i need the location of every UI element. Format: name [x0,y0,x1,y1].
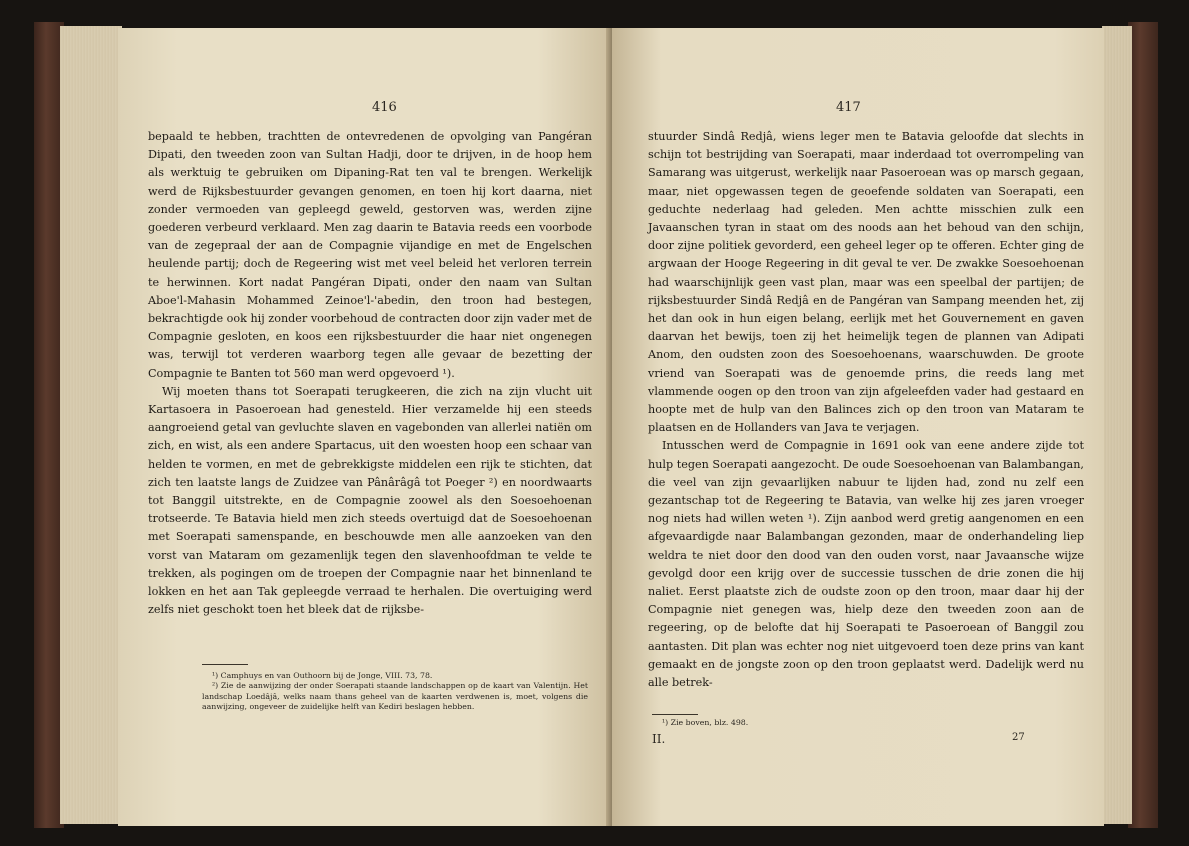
right-signature-mark: II. [652,732,666,746]
right-sheet-number: 27 [1012,732,1025,743]
left-paragraph-2: Wij moeten thans tot Soerapati terugkeeren, die zich na zijn vlucht uit Kartasoera in Pasoeroean had genesteld. Hier verzamelde hij een steeds aangroeiend getal van gevluchte slaven en vagebonden van allerlei natiën om zich, en wist, als een andere Spartacus, uit den woesten hoop een schaar van helden te vormen, en met de gebrekkigste middelen een rijk te stichten, dat zich ten laatste langs de Zuidzee van Pânârâgâ tot Poeger ²) en noordwaarts tot Banggil uitstrekte, en de Compagnie zoowel als den Soesoehoenan trotseerde. Te Batavia hield men zich steeds overtuigd dat de Soesoehoenan met Soerapati samenspande, en beschouwde men alle aanzoeken van den vorst van Mataram om gezamenlijk tegen den slavenhoofdman te velde te trekken, als pogingen om de troepen der Compagnie naar het binnenland te lokken en het aan Tak gepleegde verraad te herhalen. Die overtuiging werd zelfs niet geschokt toen het bleek dat de rijksbe- [148,384,592,617]
page-edges-right [1102,26,1132,824]
right-page-number: 417 [836,100,861,115]
left-footnote-1: ¹) Camphuys en van Outhoorn bij de Jonge, VIII. 73, 78. [212,671,433,680]
right-paragraph-1: stuurder Sindâ Redjâ, wiens leger men te Batavia geloofde dat slechts in schijn tot bestrijding van Soerapati, maar inderdaad tot overrompeling van Samarang was uitgerust, werkelijk naar Pasoeroean was op marsch gegaan, maar, niet opgewassen tegen de geoefende soldaten van Soerapati, een geduchte nederlaag had geleden. Men achtte misschien zulk een Javaanschen tyran in staat om des noods aan het behoud van den schijn, door zijne politiek gevorderd, een geheel leger op te offeren. Echter ging de argwaan der Hooge Regeering in dit geval te ver. De zwakke Soesoehoenan had waarschijnlijk geen vast plan, maar was een speelbal der partijen; de rijksbestuurder Sindâ Redjâ en de Pangéran van Sampang meenden het, zij het dan ook in hun eigen belang, eerlijk met het Gouvernement en gaven daarvan het bewijs, toen zij het heimelijk tegen de plannen van Adipati Anom, den oudsten zoon des Soesoehoenans, waarschuwden. De groote vriend van Soerapati was de genoemde prins, die reeds lang met vlammende oogen op den troon van zijn afgeleefden vader had gestaard en hoopte met de hulp van den Balinces zich op den troon van Mataram te plaatsen en de Hollanders van Java te verjagen. [648,130,1084,435]
right-footnote-rule [652,714,698,715]
left-footnote-rule [202,664,248,665]
right-page-body [648,128,1084,692]
left-footnotes [202,671,588,713]
right-footnotes [652,718,952,728]
book-cover-right [1128,22,1158,828]
right-footnote-1: ¹) Zie boven, blz. 498. [662,718,749,727]
left-page [118,28,612,826]
left-page-number: 416 [372,100,397,115]
left-page-body [148,128,592,619]
right-paragraph-2: Intusschen werd de Compagnie in 1691 ook van eene andere zijde tot hulp tegen Soerapati aangezocht. De oude Soesoehoenan van Balambangan, die veel van zijn gevaarlijken nabuur te lijden had, zond nu zelf een gezantschap tot de Regeering te Batavia, van welke hij zes jaren vroeger nog niets had willen weten ¹). Zijn aanbod werd gretig aangenomen en een afgevaardigde naar Balambangan gezonden, maar de onderhandeling liep weldra te niet door den dood van den ouden vorst, naar Javaansche wijze gevolgd door een krijg over de successie tusschen de drie zonen die hij naliet. Eerst plaatste zich de oudste zoon op den troon, maar daar hij der Compagnie niet genegen was, hielp deze den tweeden zoon aan de regeering, op de belofte dat hij Soerapati te Pasoeroean of Banggil zou aantasten. Dit plan was echter nog niet uitgevoerd toen deze prins van kant gemaakt en de jongste zoon op den troon geplaatst werd. Dadelijk werd nu alle betrek- [648,439,1084,690]
left-footnote-2: ²) Zie de aanwijzing der onder Soerapati staande landschappen op de kaart van Valentijn. Het landschap Loedâjâ, welks naam thans geheel van de kaarten verdwenen is, moet, volgens die aanwijzing, ongeveer de zuidelijke helft van Kediri beslagen hebben. [202,681,588,712]
page-edges-left [60,26,122,824]
left-paragraph-1: bepaald te hebben, trachtten de ontevredenen de opvolging van Pangéran Dipati, den tweeden zoon van Sultan Hadji, door te drijven, in de hoop hem als werktuig te gebruiken om Dipaning-Rat ten val te brengen. Werkelijk werd de Rijksbestuurder gevangen genomen, en toen hij kort daarna, niet zonder vermoeden van gepleegd geweld, gestorven was, werden zijne goederen verbeurd verklaard. Men zag daarin te Batavia reeds een voorbode van de zegepraal der aan de Compagnie vijandige en met de Engelschen heulende partij; doch de Regeering wist met veel beleid het verloren terrein te herwinnen. Kort nadat Pangéran Dipati, onder den naam van Sultan Aboe'l-Mahasin Mohammed Zeinoe'l-'abedin, den troon had bestegen, bekrachtigde ook hij zonder voorbehoud de contracten door zijn vader met de Compagnie gesloten, en koos een rijksbestuurder die haar niet ongenegen was, terwijl tot verderen waarborg tegen alle gevaar de bezetting der Compagnie te Banten tot 560 man werd opgevoerd ¹). [148,130,592,380]
right-page [612,28,1104,826]
